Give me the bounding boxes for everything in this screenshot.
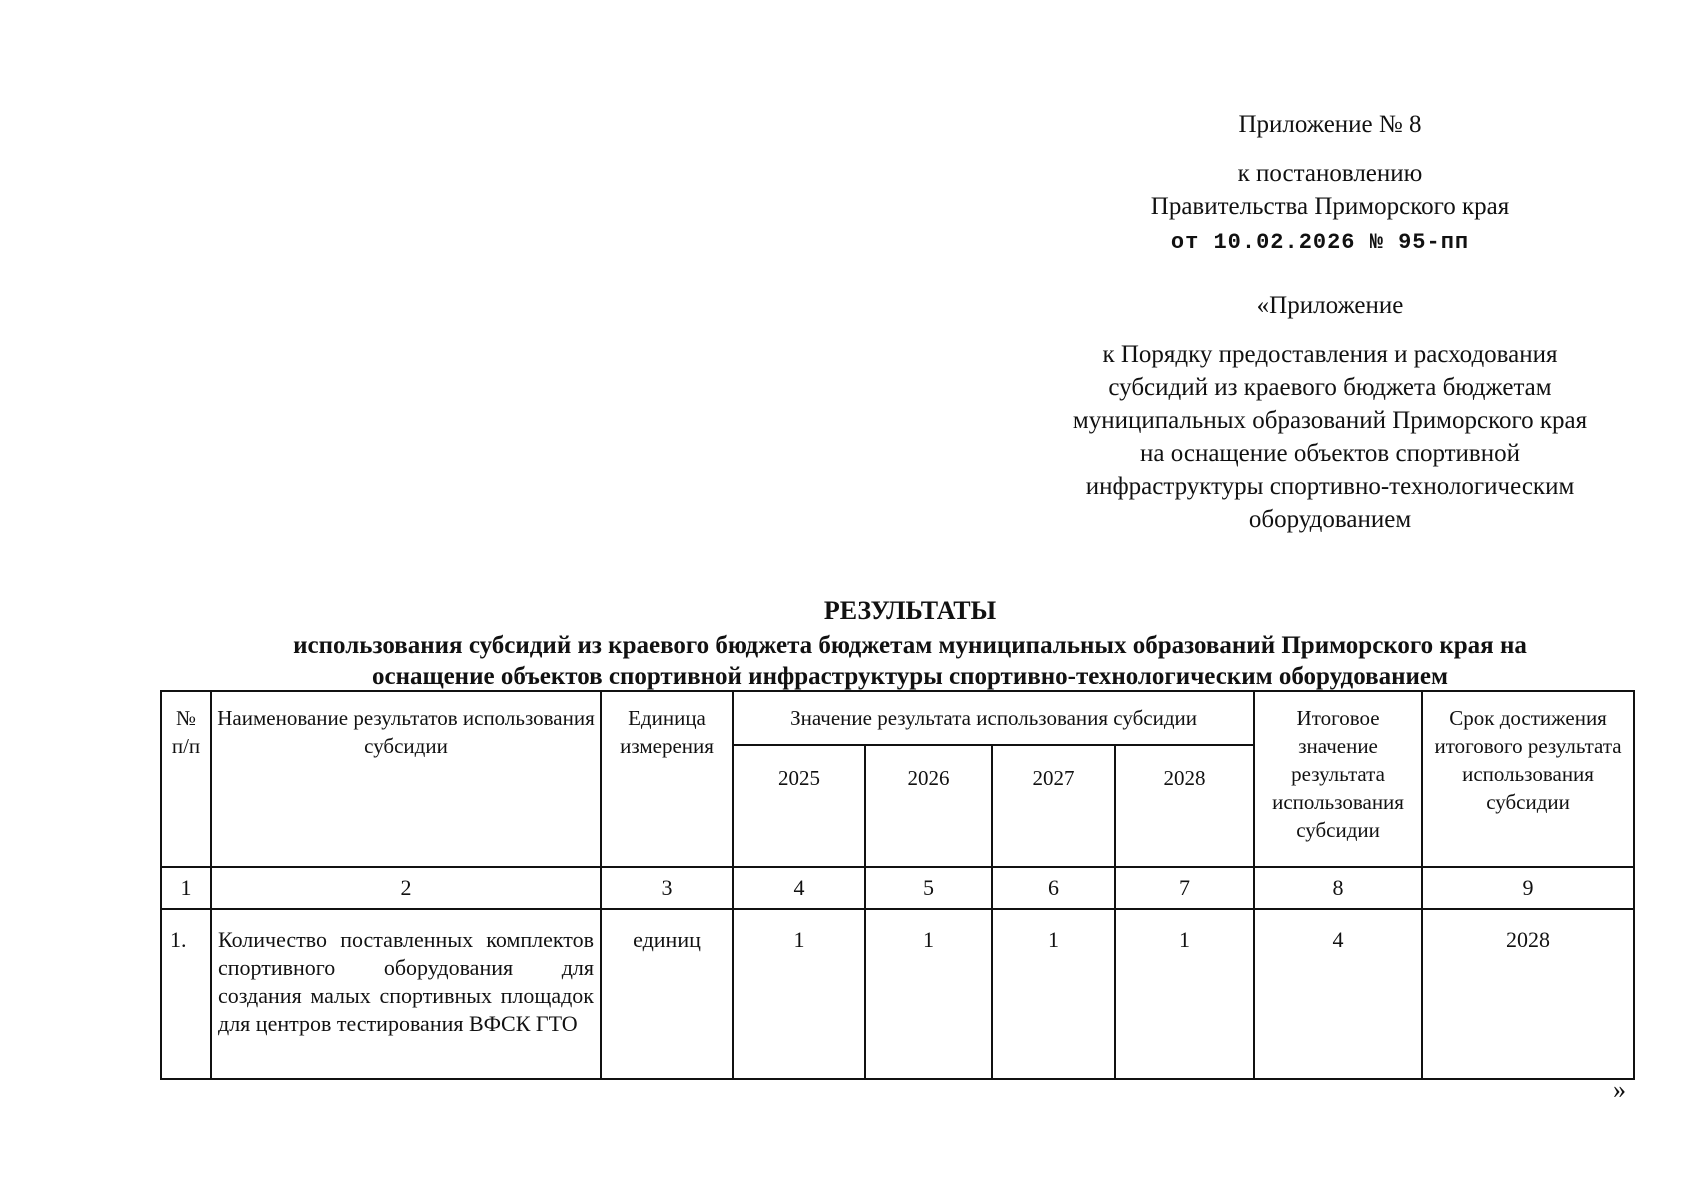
column-number: 1 xyxy=(161,867,211,909)
column-numbers-row xyxy=(161,867,1634,909)
column-number: 3 xyxy=(601,867,733,909)
resolution-date-number: от 10.02.2026 № 95-пп xyxy=(1170,230,1470,255)
row-value-2028: 1 xyxy=(1115,909,1254,1079)
header-unit: Единица измерения xyxy=(601,691,733,867)
table-row xyxy=(161,909,1634,1079)
row-deadline: 2028 xyxy=(1422,909,1634,1079)
order-line: субсидий из краевого бюджета бюджетам xyxy=(1108,374,1552,401)
inner-appendix-label: «Приложение xyxy=(1256,292,1404,319)
header-num: № п/п xyxy=(161,691,211,867)
column-number: 4 xyxy=(733,867,865,909)
appendix-label: Приложение № 8 xyxy=(1238,111,1422,138)
row-unit: единиц xyxy=(601,909,733,1079)
order-line: оборудованием xyxy=(1248,506,1412,533)
column-number: 2 xyxy=(211,867,601,909)
column-number: 5 xyxy=(865,867,992,909)
order-description xyxy=(1000,338,1660,536)
row-result-name: Количество поставленных комплектов спортивного оборудования для создания малых спортивных площадок для центров тестирования ВФСК ГТО xyxy=(211,909,601,1079)
header-deadline: Срок достижения итогового результата использования субсидии xyxy=(1422,691,1634,867)
header-year: 2028 xyxy=(1115,745,1254,867)
results-table xyxy=(160,690,1635,1080)
row-value-2026: 1 xyxy=(865,909,992,1079)
row-num: 1. xyxy=(161,909,211,1079)
row-value-2025: 1 xyxy=(733,909,865,1079)
column-number: 9 xyxy=(1422,867,1634,909)
header-value-group: Значение результата использования субсидии xyxy=(733,691,1254,745)
order-line: инфраструктуры спортивно-технологическим xyxy=(1085,473,1575,500)
title-line-2: оснащение объектов спортивной инфраструктуры спортивно-технологическим оборудованием xyxy=(371,663,1449,690)
document-title: РЕЗУЛЬТАТЫ xyxy=(823,596,997,625)
order-line: муниципальных образований Приморского края xyxy=(1072,407,1588,434)
row-value-2027: 1 xyxy=(992,909,1115,1079)
order-line: на оснащение объектов спортивной xyxy=(1140,440,1520,467)
header-year: 2026 xyxy=(865,745,992,867)
header-row xyxy=(161,691,1634,745)
order-line: к Порядку предоставления и расходования xyxy=(1102,341,1558,368)
header-total: Итоговое значение результата использования субсидии xyxy=(1254,691,1422,867)
header-name: Наименование результатов использования субсидии xyxy=(211,691,601,867)
closing-quote: » xyxy=(1613,1075,1626,1104)
row-total: 4 xyxy=(1254,909,1422,1079)
column-number: 7 xyxy=(1115,867,1254,909)
column-number: 6 xyxy=(992,867,1115,909)
title-line-1: использования субсидий из краевого бюджета бюджетам муниципальных образований Приморского края на xyxy=(293,632,1527,659)
column-number: 8 xyxy=(1254,867,1422,909)
header-year: 2027 xyxy=(992,745,1115,867)
government-name: Правительства Приморского края xyxy=(1150,193,1510,220)
header-year: 2025 xyxy=(733,745,865,867)
to-resolution: к постановлению xyxy=(1237,160,1423,187)
